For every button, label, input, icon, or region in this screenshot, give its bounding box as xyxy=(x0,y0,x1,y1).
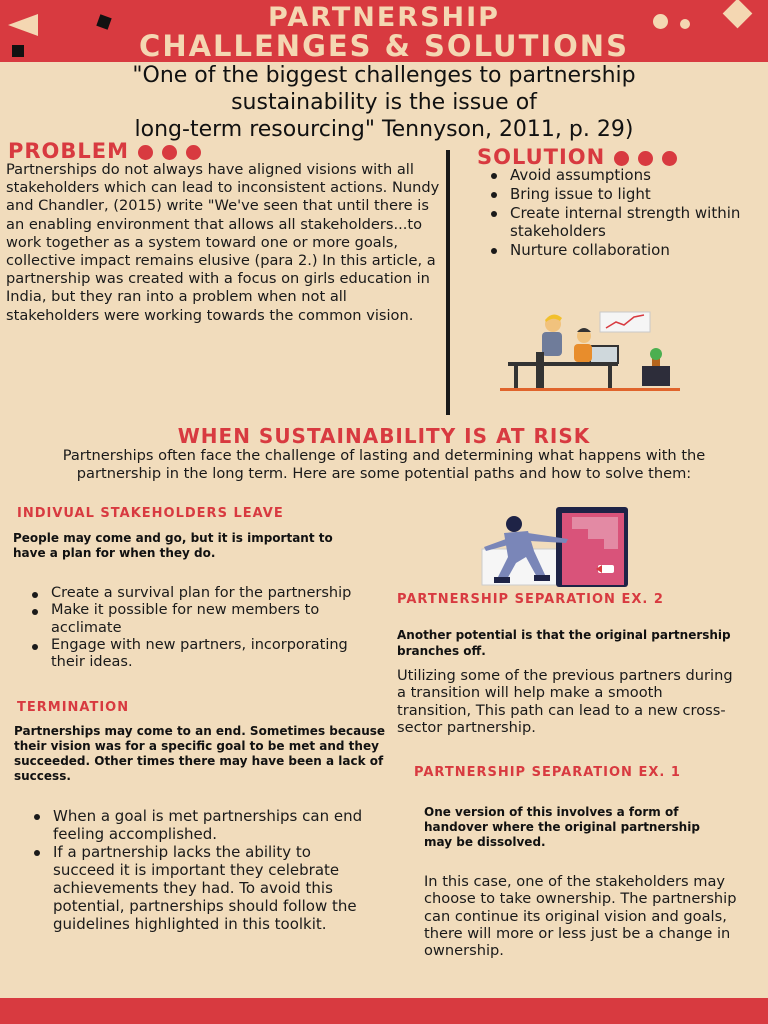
risk-intro: Partnerships often face the challenge of lasting and determining what happens with the partnership in the long term. Here are some potential paths and how to solve them: xyxy=(62,447,706,483)
termination-lead: Partnerships may come to an end. Sometimes because their vision was for a specific goal to be met and they succeeded. Other times there may have been a lack of success. xyxy=(14,724,386,783)
person-leaving-door-illustration xyxy=(476,505,632,589)
dot-icon xyxy=(162,145,177,160)
dot-icon xyxy=(614,151,629,166)
problem-heading-text: PROBLEM xyxy=(8,139,130,163)
page-title-line2: CHALLENGES & SOLUTIONS xyxy=(139,29,629,63)
quote-line: long-term resourcing" Tennyson, 2011, p. 29) xyxy=(134,117,634,142)
risk-heading: WHEN SUSTAINABILITY IS AT RISK xyxy=(177,424,591,448)
list-item: Avoid assumptions xyxy=(482,166,752,185)
list-item: Create internal strength within stakeholders xyxy=(482,204,752,242)
dot-icon xyxy=(638,151,653,166)
problem-heading xyxy=(8,139,201,163)
separation-ex1-lead: One version of this involves a form of handover where the original partnership may be dissolved. xyxy=(424,805,700,849)
quote-line: sustainability is the issue of xyxy=(231,90,537,115)
separation-ex2-heading: PARTNERSHIP SEPARATION EX. 2 xyxy=(397,592,664,607)
quote-line: "One of the biggest challenges to partnership xyxy=(132,63,636,88)
termination-list xyxy=(25,807,375,933)
separation-ex1-heading: PARTNERSHIP SEPARATION EX. 1 xyxy=(414,765,681,780)
list-item: Engage with new partners, incorporating their ideas. xyxy=(23,637,363,672)
termination-heading: TERMINATION xyxy=(17,700,130,715)
list-item: When a goal is met partnerships can end feeling accomplished. xyxy=(25,807,375,843)
stakeholders-leave-list xyxy=(23,585,363,671)
column-divider xyxy=(446,150,450,415)
dot-icon xyxy=(138,145,153,160)
list-item: Bring issue to light xyxy=(482,185,752,204)
separation-ex1-text: In this case, one of the stakeholders may choose to take ownership. The partnership can continue its original vision and goals, there will more or less just be a change in ownership. xyxy=(424,873,737,960)
problem-text: Partnerships do not always have aligned visions with all stakeholders which can lead to inconsistent actions. Nundy and Chandler, (2015) write "We've seen that until there is an enabling environment that allows all stakeholders...to work together as a system toward one or more goals, collective impact remains elusive (para 2.) In this article, a partnership was created with a focus on girls education in India, but they ran into a problem when not all stakeholders were working towards the common vision. xyxy=(6,161,440,324)
page-title-line1: PARTNERSHIP xyxy=(268,2,500,33)
stakeholders-leave-lead: People may come and go, but it is important to have a plan for when they do. xyxy=(13,531,333,560)
dot-icon xyxy=(186,145,201,160)
list-item: Make it possible for new members to acclimate xyxy=(23,602,363,637)
office-teamwork-illustration xyxy=(500,308,690,396)
list-item: If a partnership lacks the ability to succeed it is important they celebrate achievements they had. To avoid this potential, partnerships should follow the guidelines highlighted in this toolkit. xyxy=(25,843,375,933)
separation-ex2-lead: Another potential is that the original partnership branches off. xyxy=(397,628,731,658)
footer-band xyxy=(0,998,768,1024)
solution-list xyxy=(482,166,752,260)
list-item: Create a survival plan for the partnership xyxy=(23,585,363,602)
list-item: Nurture collaboration xyxy=(482,241,752,260)
intro-quote xyxy=(0,62,768,143)
separation-ex2-text: Utilizing some of the previous partners during a transition will help make a smooth transition, This path can lead to a new cross-sector partnership. xyxy=(397,667,733,736)
dot-icon xyxy=(662,151,677,166)
solution-heading-text: SOLUTION xyxy=(477,145,606,169)
stakeholders-leave-heading: INDIVUAL STAKEHOLDERS LEAVE xyxy=(17,506,284,521)
